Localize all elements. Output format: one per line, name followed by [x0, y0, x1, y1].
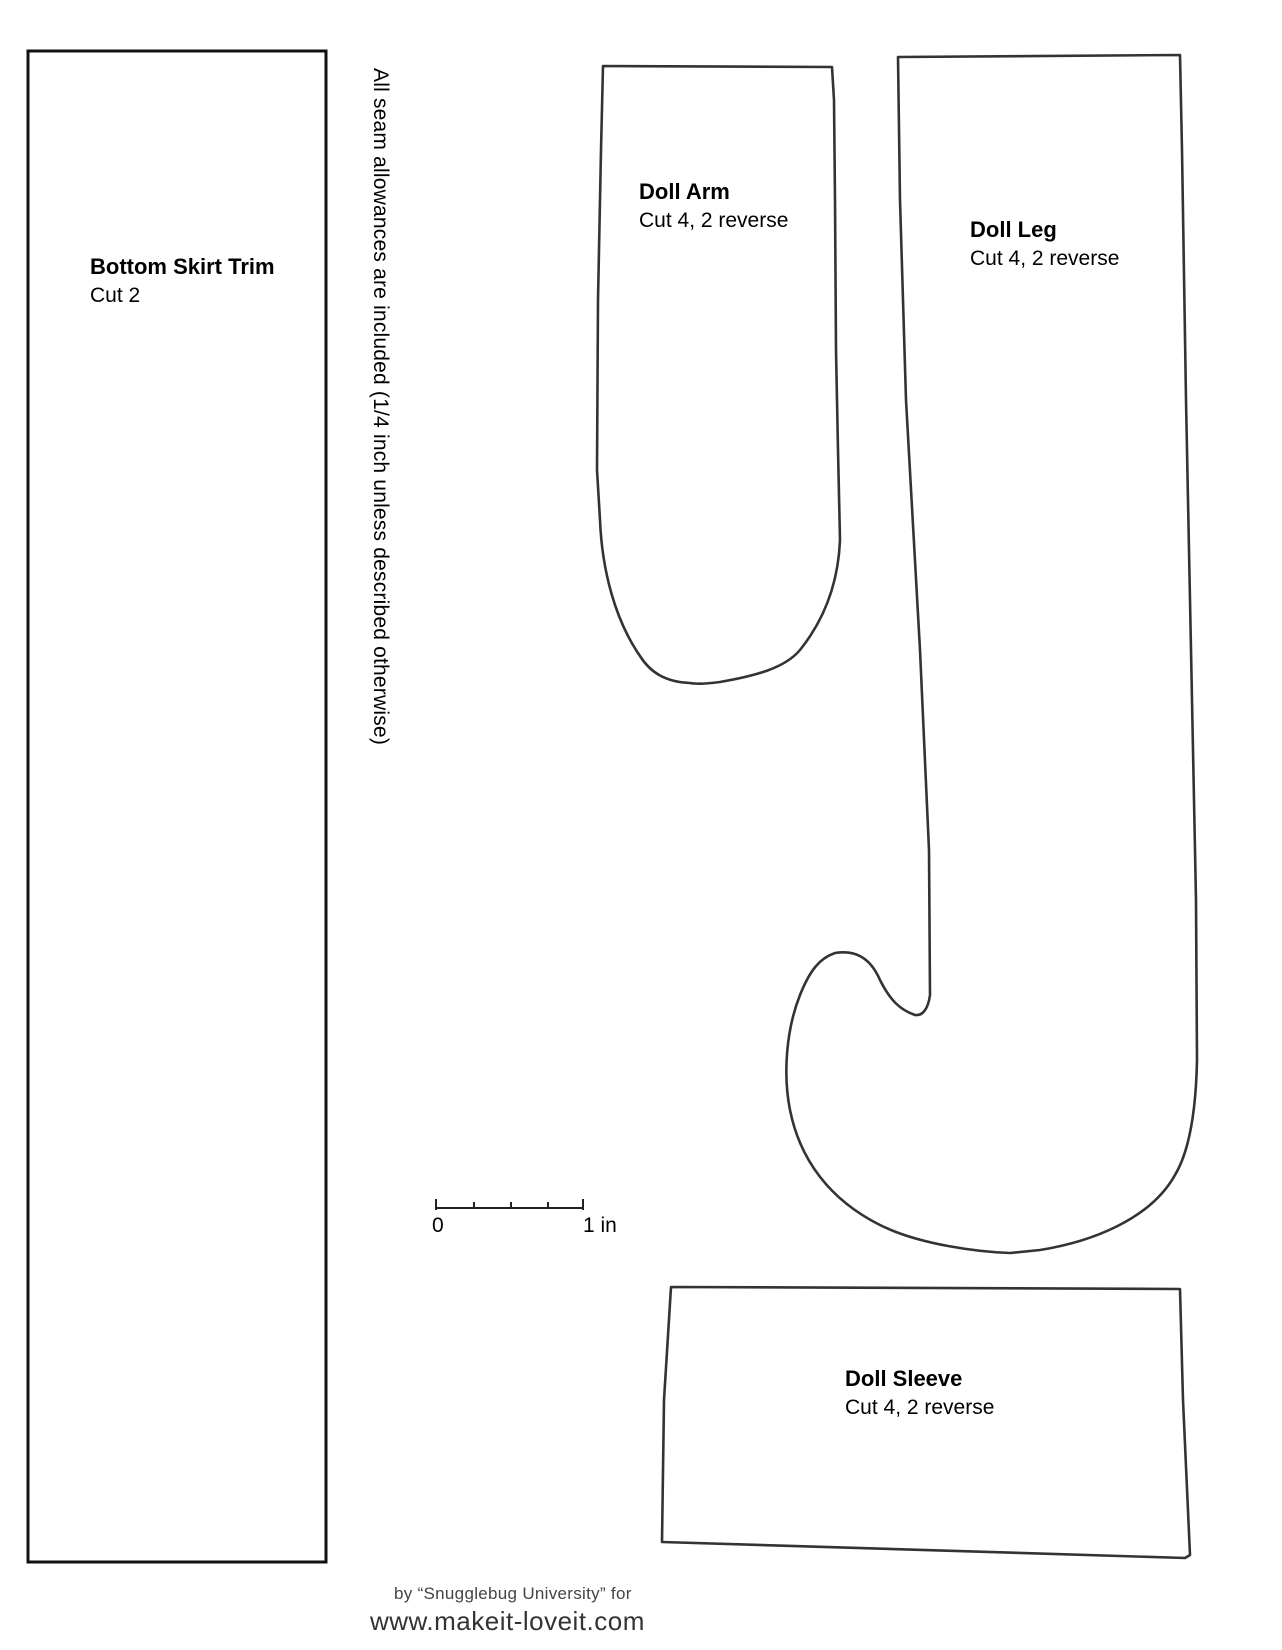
arm-label — [639, 177, 788, 235]
scale-start-label: 0 — [432, 1214, 444, 1237]
skirt-trim-label — [90, 252, 275, 310]
leg-cut-instruction: Cut 4, 2 reverse — [970, 246, 1120, 270]
seam-allowance-note: All seam allowances are included (1/4 inch unless described otherwise) — [369, 68, 392, 746]
scale-end-label: 1 in — [583, 1214, 617, 1237]
leg-name: Doll Leg — [970, 217, 1057, 242]
arm-name: Doll Arm — [639, 179, 730, 204]
sleeve-label — [845, 1364, 994, 1422]
arm-cut-instruction: Cut 4, 2 reverse — [639, 208, 789, 232]
credit-byline: by “Snugglebug University” for — [394, 1584, 632, 1603]
arm-outline — [597, 66, 840, 684]
skirt-trim-name: Bottom Skirt Trim — [90, 254, 275, 279]
credit-url: www.makeit-loveit.com — [370, 1606, 645, 1636]
scale-bar — [435, 1199, 583, 1210]
skirt-trim-cut-instruction: Cut 2 — [90, 283, 141, 307]
leg-label — [970, 215, 1119, 273]
sleeve-cut-instruction: Cut 4, 2 reverse — [845, 1395, 995, 1419]
sleeve-name: Doll Sleeve — [845, 1366, 963, 1391]
sleeve-outline — [662, 1287, 1190, 1558]
